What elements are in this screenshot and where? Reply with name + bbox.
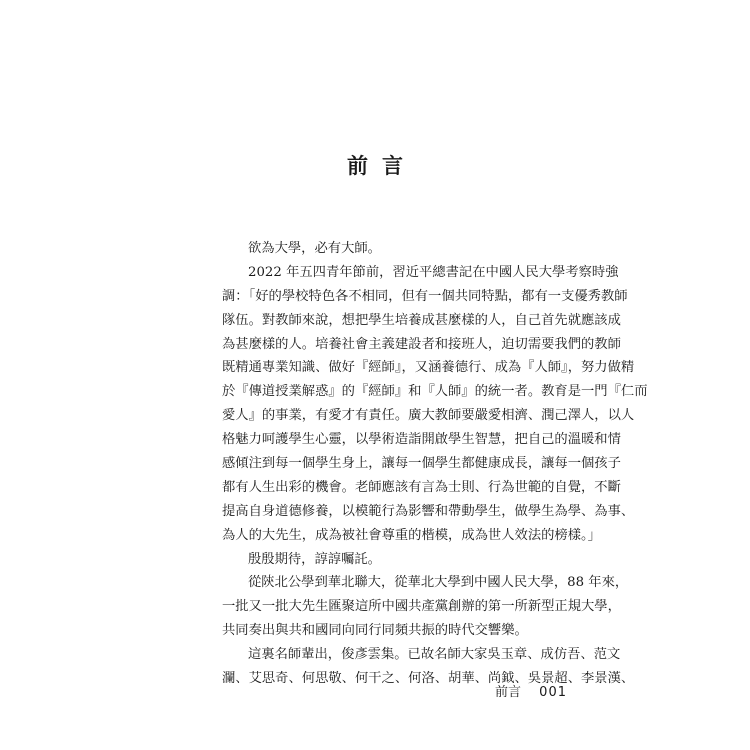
paragraph-line: 這裏名師輩出，俊彥雲集。已故名師大家吳玉章、成仿吾、范文 — [248, 647, 621, 663]
paragraph-line: 調：「好的學校特色各不相同，但有一個共同特點，都有一支優秀教師 — [222, 288, 628, 304]
page-footer — [0, 681, 567, 700]
page-title: 前言 — [347, 153, 417, 178]
paragraph-line: 共同奏出與共和國同向同行同頻共振的時代交響樂。 — [222, 623, 528, 639]
paragraph-line: 為人的大先生，成為被社會尊重的楷模，成為世人效法的榜樣。」 — [222, 527, 601, 543]
paragraph-line: 格魅力呵護學生心靈，以學術造詣開啟學生智慧，把自己的溫暖和情 — [222, 432, 621, 448]
paragraph-line: 提高自身道德修養，以模範行為影響和帶動學生，做學生為學、為事、 — [222, 503, 635, 519]
body-text — [222, 237, 648, 691]
paragraph-line: 都有人生出彩的機會。老師應該有言為士則、行為世範的自覺，不斷 — [222, 479, 621, 495]
paragraph-line: 欲為大學，必有大師。 — [248, 241, 381, 256]
paragraph-line: 隊伍。對教師來說，想把學生培養成甚麼樣的人，自己首先就應該成 — [222, 312, 621, 328]
paragraph-line: 愛人』的事業，有愛才有責任。廣大教師要嚴愛相濟、潤己澤人，以人 — [222, 408, 635, 424]
paragraph-line: 感傾注到每一個學生身上，讓每一個學生都健康成長，讓每一個孩子 — [222, 456, 621, 472]
paragraph-line: 2022 年五四青年節前，習近平總書記在中國人民大學考察時強 — [248, 264, 619, 280]
page-number: 001 — [539, 685, 567, 700]
paragraph-line: 一批又一批大先生匯聚這所中國共產黨創辦的第一所新型正規大學， — [222, 599, 621, 615]
paragraph-line: 為甚麼樣的人。培養社會主義建設者和接班人，迫切需要我們的教師 — [222, 336, 621, 352]
paragraph-line: 既精通專業知識、做好『經師』，又涵養德行、成為『人師』，努力做精 — [222, 360, 635, 376]
paragraph-line: 瀾、艾思奇、何思敬、何干之、何洛、胡華、尚鉞、吳景超、李景漢、 — [222, 671, 635, 687]
paragraph-line: 於『傳道授業解惑』的『經師』和『人師』的統一者。教育是一門『仁而 — [222, 384, 648, 400]
footer-section-label: 前言 — [495, 685, 522, 700]
paragraph-line: 從陝北公學到華北聯大，從華北大學到中國人民大學，88 年來， — [248, 575, 629, 591]
paragraph-line: 殷殷期待，諄諄囑託。 — [248, 551, 381, 567]
